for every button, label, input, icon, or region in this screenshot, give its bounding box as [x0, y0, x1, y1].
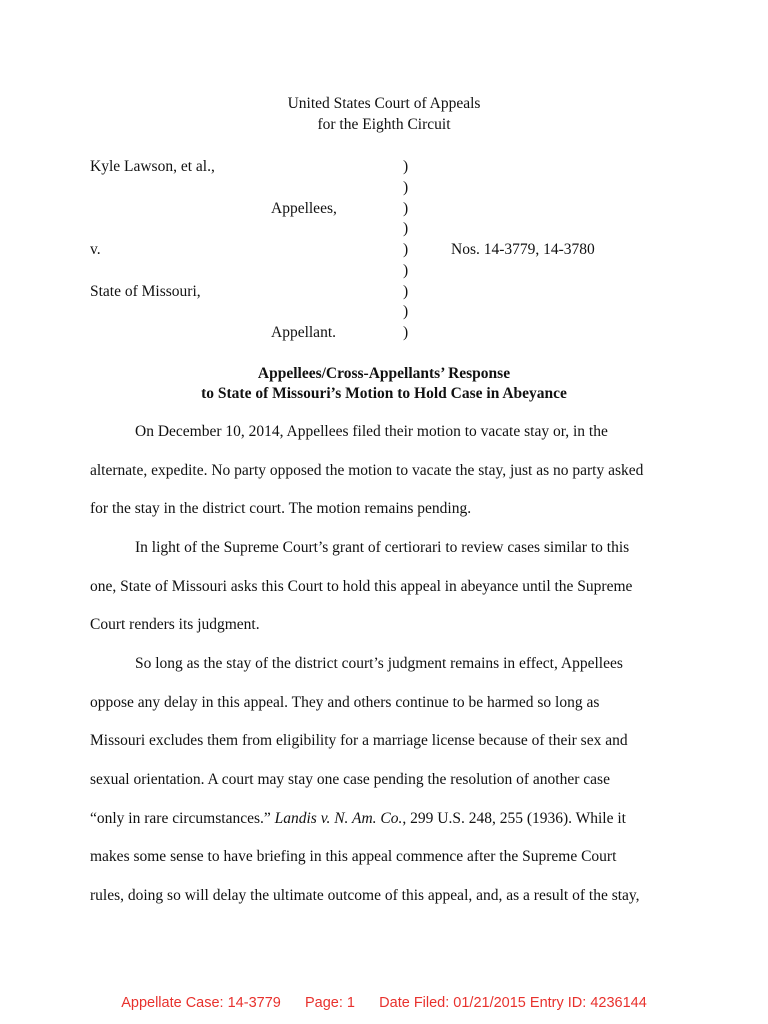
case-citation-name: Landis v. N. Am. Co. [274, 810, 403, 827]
body-line: Missouri excludes them from eligibility for a marriage license because of their sex and [90, 732, 628, 749]
defendant-name: State of Missouri, [90, 283, 201, 300]
plaintiff-name: Kyle Lawson, et al., [90, 158, 215, 175]
body-line: Court renders its judgment. [90, 616, 260, 633]
caption-paren: ) [403, 158, 409, 175]
document-title-line1: Appellees/Cross-Appellants’ Response [257, 365, 511, 382]
body-line: On December 10, 2014, Appellees filed their motion to vacate stay or, in the [135, 423, 608, 440]
caption-paren: ) [403, 303, 409, 320]
caption-paren: ) [403, 324, 409, 341]
circuit-name: for the Eighth Circuit [317, 116, 451, 133]
caption-paren: ) [403, 241, 409, 258]
citation-text-before: “only in rare circumstances.” [90, 810, 275, 827]
body-line: sexual orientation. A court may stay one case pending the resolution of another case [90, 771, 610, 788]
citation-line [90, 809, 626, 829]
body-line: for the stay in the district court. The motion remains pending. [90, 500, 472, 517]
body-line: oppose any delay in this appeal. They and others continue to be harmed so long as [90, 694, 600, 711]
body-line: alternate, expedite. No party opposed the motion to vacate the stay, just as no party asked [90, 462, 644, 479]
defendant-role: Appellant. [271, 324, 336, 341]
caption-paren: ) [403, 262, 409, 279]
caption-paren: ) [403, 200, 409, 217]
document-title-line2: to State of Missouri’s Motion to Hold Case in Abeyance [201, 385, 567, 402]
filing-stamp-footer: Appellate Case: 14-3779 Page: 1 Date Filed: 01/21/2015 Entry ID: 4236144 [121, 995, 647, 1011]
caption-paren: ) [403, 179, 409, 196]
caption-paren: ) [403, 283, 409, 300]
citation-text-after: , 299 U.S. 248, 255 (1936). While it [402, 810, 626, 827]
body-line: makes some sense to have briefing in this appeal commence after the Supreme Court [90, 848, 617, 865]
body-line: In light of the Supreme Court’s grant of certiorari to review cases similar to this [135, 539, 630, 556]
case-numbers: Nos. 14-3779, 14-3780 [451, 241, 595, 258]
body-line: rules, doing so will delay the ultimate outcome of this appeal, and, as a result of the stay, [90, 887, 640, 904]
body-line: So long as the stay of the district court’s judgment remains in effect, Appellees [135, 655, 623, 672]
plaintiff-role: Appellees, [271, 200, 337, 217]
caption-paren: ) [403, 220, 409, 237]
court-name: United States Court of Appeals [287, 95, 481, 112]
versus-label: v. [90, 241, 101, 258]
body-line: one, State of Missouri asks this Court to hold this appeal in abeyance until the Supreme [90, 578, 633, 595]
